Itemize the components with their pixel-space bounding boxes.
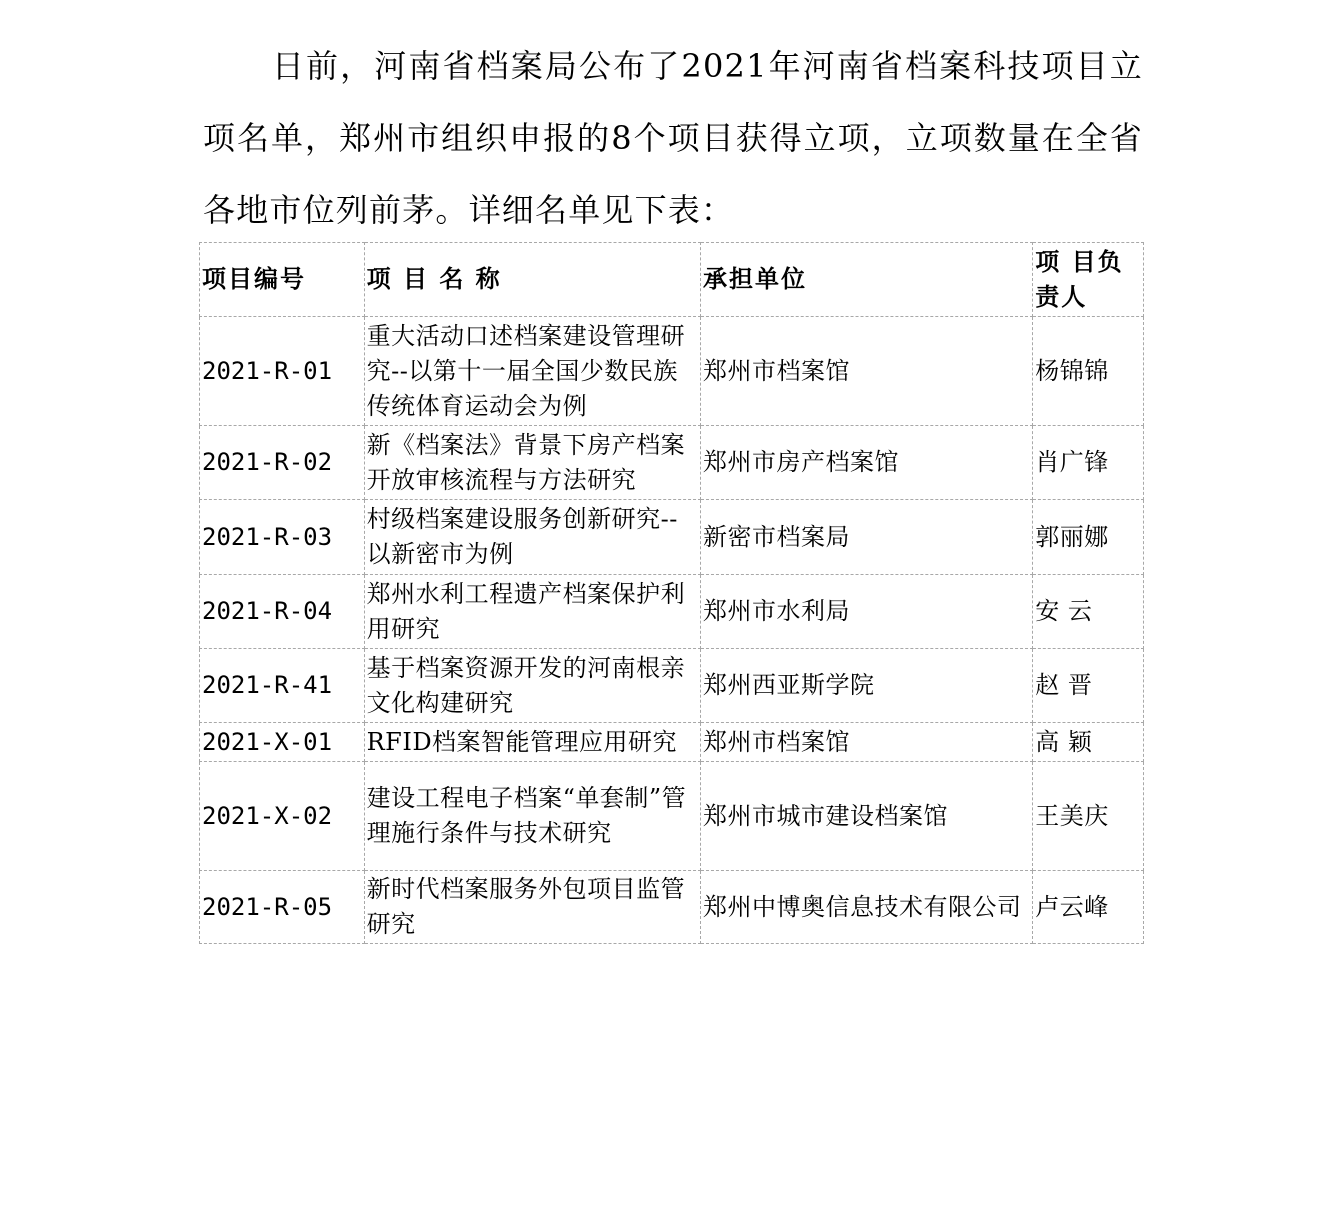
- cell-lead: 安 云: [1033, 575, 1144, 649]
- cell-name: 基于档案资源开发的河南根亲文化构建研究: [364, 649, 700, 723]
- cell-lead: 王美庆: [1033, 762, 1144, 871]
- cell-unit: 郑州西亚斯学院: [700, 649, 1032, 723]
- header-row: [200, 243, 1144, 317]
- cell-name: 村级档案建设服务创新研究--以新密市为例: [364, 500, 700, 575]
- cell-lead: 卢云峰: [1033, 871, 1144, 944]
- cell-unit: 郑州市城市建设档案馆: [700, 762, 1032, 871]
- cell-unit: 郑州市房产档案馆: [700, 426, 1032, 500]
- table-body: [200, 317, 1144, 944]
- cell-unit: 郑州市档案馆: [700, 723, 1032, 762]
- cell-name: 郑州水利工程遗产档案保护利用研究: [364, 575, 700, 649]
- table-row: [200, 762, 1144, 871]
- cell-code: 2021-R-01: [200, 317, 365, 426]
- cell-lead: 肖广锋: [1033, 426, 1144, 500]
- header-code: 项目编号: [200, 243, 365, 317]
- project-table: [199, 242, 1144, 944]
- cell-unit: 郑州市档案馆: [700, 317, 1032, 426]
- table-row: [200, 500, 1144, 575]
- intro-text: 日前，河南省档案局公布了2021年河南省档案科技项目立项名单，郑州市组织申报的8个项目获得立项，立项数量在全省各地市位列前茅。详细名单见下表：: [203, 47, 1143, 229]
- table-row: [200, 426, 1144, 500]
- header-lead: 项 目负责人: [1033, 243, 1144, 317]
- cell-code: 2021-R-05: [200, 871, 365, 944]
- header-name: 项 目 名 称: [364, 243, 700, 317]
- table-row: [200, 871, 1144, 944]
- cell-name: RFID档案智能管理应用研究: [364, 723, 700, 762]
- table-row: [200, 317, 1144, 426]
- cell-lead: 赵 晋: [1033, 649, 1144, 723]
- cell-code: 2021-R-04: [200, 575, 365, 649]
- table-row: [200, 575, 1144, 649]
- cell-lead: 郭丽娜: [1033, 500, 1144, 575]
- cell-name: 新时代档案服务外包项目监管研究: [364, 871, 700, 944]
- cell-unit: 郑州中博奥信息技术有限公司: [700, 871, 1032, 944]
- table-row: [200, 723, 1144, 762]
- cell-lead: 杨锦锦: [1033, 317, 1144, 426]
- cell-unit: 新密市档案局: [700, 500, 1032, 575]
- table-row: [200, 649, 1144, 723]
- cell-code: 2021-R-02: [200, 426, 365, 500]
- header-unit: 承担单位: [700, 243, 1032, 317]
- table-header: [200, 243, 1144, 317]
- intro-paragraph: [203, 30, 1143, 246]
- cell-name: 建设工程电子档案“单套制”管理施行条件与技术研究: [364, 762, 700, 871]
- cell-code: 2021-X-02: [200, 762, 365, 871]
- cell-code: 2021-R-03: [200, 500, 365, 575]
- cell-code: 2021-X-01: [200, 723, 365, 762]
- cell-name: 重大活动口述档案建设管理研究--以第十一届全国少数民族传统体育运动会为例: [364, 317, 700, 426]
- cell-lead: 高 颖: [1033, 723, 1144, 762]
- cell-code: 2021-R-41: [200, 649, 365, 723]
- cell-unit: 郑州市水利局: [700, 575, 1032, 649]
- cell-name: 新《档案法》背景下房产档案开放审核流程与方法研究: [364, 426, 700, 500]
